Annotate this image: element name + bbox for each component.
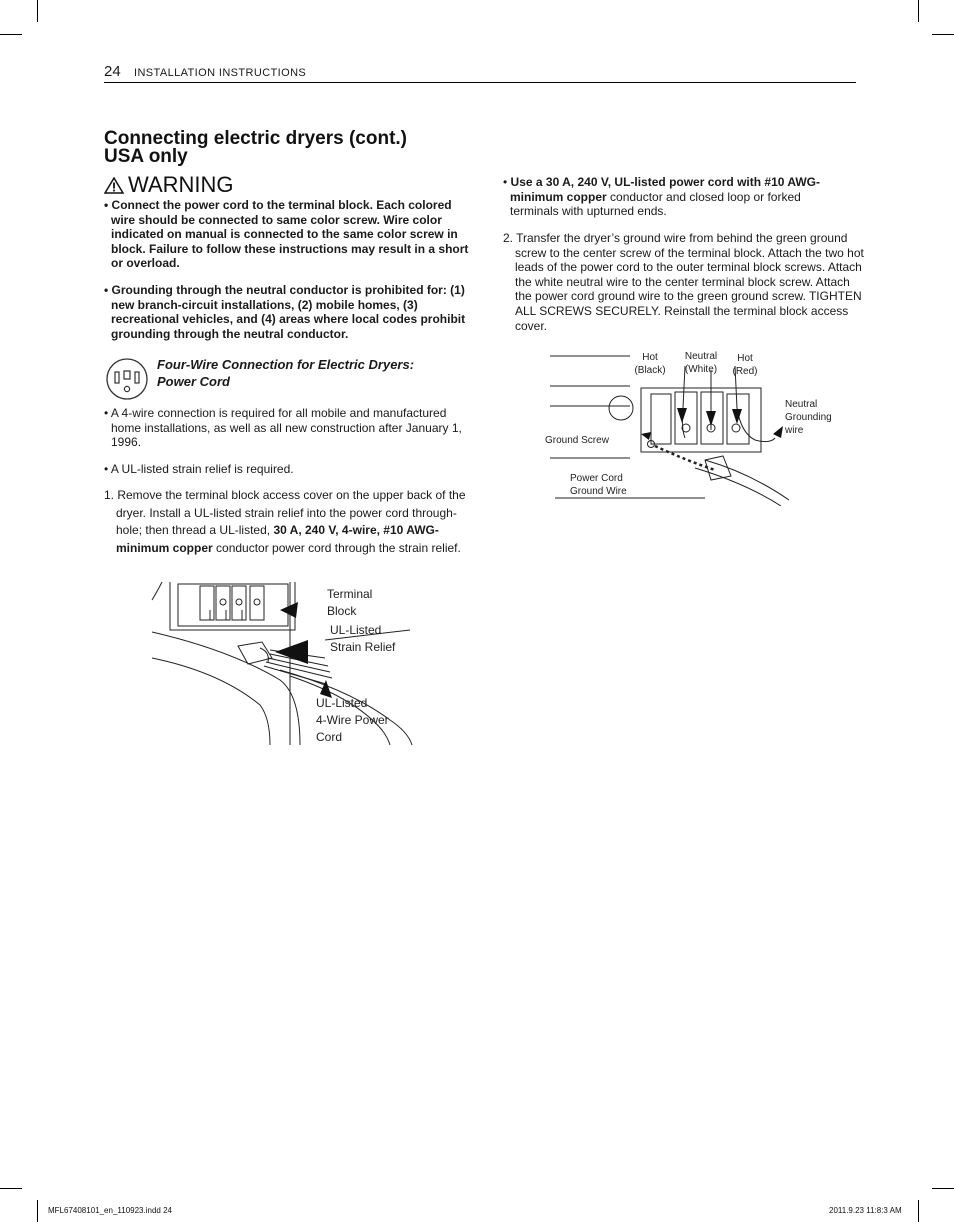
label-neutral-white-2: (White) [684, 364, 718, 375]
warning-bullet-2: • Grounding through the neutral conductor is prohibited for: (1) new branch-circuit installations, (2) mobile homes, (3) recreational vehicles, and (4) areas where local codes prohibit grounding through the neutral conductor. [104, 283, 466, 341]
label-neutral-grounding-1: Neutral [785, 399, 818, 410]
four-wire-title [157, 356, 437, 390]
label-power-cord-1: UL-Listed [316, 696, 368, 710]
step-1-text-end: conductor power cord through the strain relief. [212, 540, 461, 555]
bullet-strain-relief: • A UL-listed strain relief is required. [104, 462, 294, 476]
label-terminal-block-1: Terminal [327, 587, 373, 601]
label-power-cord-ground [570, 472, 627, 498]
crop-mark [918, 1200, 919, 1222]
bullet-power-cord-spec-text: conductor and closed loop or forked terminals with upturned ends. [510, 189, 801, 219]
bullet-strain-relief-text: A UL-listed strain relief is required. [110, 462, 294, 476]
title-line-2: USA only [104, 146, 188, 167]
title-line-1: Connecting electric dryers (cont.) [104, 128, 408, 149]
four-wire-outlet-icon [105, 357, 149, 401]
crop-mark [0, 1188, 22, 1189]
warning-bullet-2-text: Grounding through the neutral conductor is prohibited for: (1) new branch-circuit installations, (2) mobile homes, (3) recreational vehicles, and (4) areas where local codes prohibit grounding through the neutral conductor. [111, 283, 466, 341]
label-hot-red [728, 352, 762, 378]
label-power-cord [316, 695, 389, 746]
label-hot-red-2: (Red) [732, 366, 758, 377]
header-rule [104, 82, 856, 83]
crop-mark [37, 0, 38, 22]
label-neutral-white [680, 350, 722, 376]
crop-mark [918, 0, 919, 22]
label-neutral-grounding [785, 398, 832, 437]
warning-bullet-1: • Connect the power cord to the terminal block. Each colored wire should be connected to same color screw. Wire color indicated on manual is connected to the same color screw in block. Failure to follow these instructions may result in a short or overload. [104, 198, 469, 271]
label-neutral-white-1: Neutral [684, 351, 718, 362]
step-1 [104, 487, 466, 557]
label-power-cord-2: 4-Wire Power [316, 713, 389, 727]
step-1-bold: 30 A, 240 V, 4-wire, #10 AWG-minimum copper [116, 523, 439, 555]
crop-mark [37, 1200, 38, 1222]
step-2-text: 2. Transfer the dryer’s ground wire from behind the green ground screw to the center screw of the terminal block. Attach the two hot leads of the power cord to the outer terminal block screws. Attach the white neutral wire to the center terminal block screw. Attach the power cord ground wire to the green ground screw. TIGHTEN ALL SCREWS SECURELY. Reinstall the terminal block access cover. [503, 231, 864, 333]
bullet-four-wire-required: • A 4-wire connection is required for all mobile and manufactured home installations, as well as all new construction after January 1, 1996. [104, 406, 462, 450]
step-1-text: 1. Remove the terminal block access cover on the upper back of the dryer. Install a UL-listed strain relief into the power cord through-hole; then thread a UL-listed, [104, 488, 466, 537]
bullet-power-cord-spec-bold: Use a 30 A, 240 V, UL-listed power cord with #10 AWG-minimum copper [510, 175, 820, 204]
four-wire-title-line-1: Four-Wire Connection for Electric Dryers: [157, 357, 415, 372]
footer-timestamp: 2011.9.23 11:8:3 AM [829, 1206, 902, 1215]
warning-label: WARNING [128, 172, 234, 197]
label-neutral-grounding-3: wire [785, 425, 804, 436]
page-title [104, 130, 407, 166]
crop-mark [932, 1188, 954, 1189]
label-hot-black [630, 351, 670, 377]
label-hot-red-1: Hot [737, 353, 753, 364]
label-terminal-block [327, 586, 372, 620]
label-power-cord-ground-1: Power Cord [570, 473, 623, 484]
label-strain-relief-2: Strain Relief [330, 640, 396, 654]
footer-file: MFL67408101_en_110923.indd 24 [48, 1206, 172, 1215]
crop-mark [932, 34, 954, 35]
label-power-cord-3: Cord [316, 730, 343, 744]
step-2 [503, 231, 865, 333]
label-hot-black-2: (Black) [634, 365, 666, 376]
page-number: 24 [104, 63, 121, 80]
four-wire-title-line-2: Power Cord [157, 374, 230, 389]
warning-bullet-1-text: Connect the power cord to the terminal block. Each colored wire should be connected to same color screw. Wire color indicated on manual is connected to the same color screw in block. Failure to follow these instructions may result in a short or overload. [111, 198, 469, 271]
warning-heading [104, 172, 234, 198]
label-neutral-grounding-2: Grounding [785, 412, 832, 423]
section-header: INSTALLATION INSTRUCTIONS [134, 67, 307, 79]
crop-mark [0, 34, 22, 35]
label-strain-relief-1: UL-Listed [330, 623, 382, 637]
label-terminal-block-2: Block [327, 604, 357, 618]
bullet-power-cord-spec: • Use a 30 A, 240 V, UL-listed power cord with #10 AWG-minimum copper conductor and closed loop or forked terminals with upturned ends. [503, 175, 820, 219]
label-ground-screw: Ground Screw [545, 435, 609, 446]
label-strain-relief [330, 622, 395, 656]
label-hot-black-1: Hot [642, 352, 658, 363]
label-power-cord-ground-2: Ground Wire [570, 486, 627, 497]
warning-triangle-icon [104, 177, 124, 194]
bullet-four-wire-required-text: A 4-wire connection is required for all mobile and manufactured home installations, as well as all new construction after January 1, 1996. [110, 406, 462, 450]
